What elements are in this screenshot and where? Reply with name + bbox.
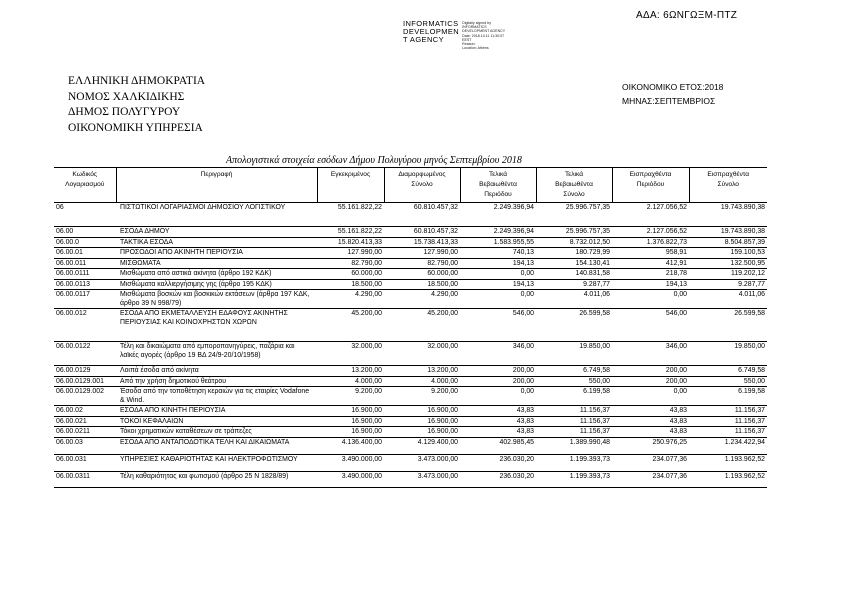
fiscal-period	[622, 80, 723, 108]
header-line: Εισπραχθέντα	[707, 171, 750, 178]
table-row	[54, 309, 767, 342]
cell-approved-budget: 18.500,00	[317, 279, 384, 290]
cell-account-code: 06.00.0129	[54, 366, 116, 377]
cell-certified-period: 43,83	[460, 427, 536, 438]
cell-certified-total: 1.389.990,48	[536, 437, 612, 454]
cell-collected-period: 1.376.822,73	[612, 237, 689, 248]
signature-detail-line: Digitally signed by	[462, 21, 492, 25]
table-row	[54, 342, 767, 366]
cell-description: Μισθώματα βοσκών και βοσκικών εκτάσεων (άρθρα 197 ΚΔΚ, άρθρο 39 Ν 998/79)	[116, 290, 317, 309]
table-row	[54, 406, 767, 417]
cell-collected-total: 6.199,58	[689, 387, 767, 406]
cell-approved-budget: 55.161.822,22	[317, 203, 384, 227]
cell-adjusted-budget: 4.129.400,00	[384, 437, 460, 454]
cell-certified-period: 2.249.396,94	[460, 227, 536, 238]
cell-account-code: 06.00.0111	[54, 269, 116, 280]
cell-collected-period: 43,83	[612, 427, 689, 438]
cell-approved-budget: 127.990,00	[317, 248, 384, 259]
cell-collected-period: 200,00	[612, 376, 689, 387]
signer-line: INFORMATICS	[403, 19, 459, 28]
cell-adjusted-budget: 18.500,00	[384, 279, 460, 290]
org-line: ΔΗΜΟΣ ΠΟΛΥΓΥΡΟΥ	[68, 106, 181, 118]
cell-collected-period: 346,00	[612, 342, 689, 366]
cell-collected-period: 43,83	[612, 416, 689, 427]
cell-certified-total: 25.996.757,35	[536, 203, 612, 227]
cell-certified-period: 194,13	[460, 258, 536, 269]
cell-collected-total: 8.504.857,39	[689, 237, 767, 248]
header-description	[116, 168, 317, 203]
cell-description: ΜΙΣΘΩΜΑΤΑ	[116, 258, 317, 269]
cell-account-code: 06.00.0211	[54, 427, 116, 438]
table-row	[54, 376, 767, 387]
cell-adjusted-budget: 3.473.000,00	[384, 471, 460, 487]
cell-adjusted-budget: 16.900,00	[384, 406, 460, 417]
cell-collected-period: 958,91	[612, 248, 689, 259]
cell-account-code: 06.00.01	[54, 248, 116, 259]
table-row	[54, 471, 767, 487]
cell-collected-total: 9.287,77	[689, 279, 767, 290]
cell-approved-budget: 9.200,00	[317, 387, 384, 406]
cell-approved-budget: 3.490.000,00	[317, 471, 384, 487]
cell-collected-total: 132.500,95	[689, 258, 767, 269]
header-line: Σύνολο	[717, 181, 739, 188]
cell-certified-total: 550,00	[536, 376, 612, 387]
cell-certified-period: 0,00	[460, 387, 536, 406]
cell-adjusted-budget: 32.000,00	[384, 342, 460, 366]
cell-certified-total: 6.749,58	[536, 366, 612, 377]
cell-certified-total: 11.156,37	[536, 406, 612, 417]
header-line: Περιγραφή	[200, 171, 233, 178]
cell-description: Τόκοι χρηματικών καταθέσεων σε τράπεζες	[116, 427, 317, 438]
header-line: Σύνολο	[563, 191, 585, 198]
cell-description: Μισθώματα από αστικά ακίνητα (άρθρο 192 ΚΔΚ)	[116, 269, 317, 280]
cell-account-code: 06.00.0122	[54, 342, 116, 366]
table-row	[54, 454, 767, 471]
table-row	[54, 248, 767, 259]
cell-certified-total: 26.599,58	[536, 309, 612, 342]
cell-certified-period: 0,00	[460, 290, 536, 309]
header-line: Εγκεκριμένος	[330, 171, 371, 178]
cell-collected-total: 4.011,06	[689, 290, 767, 309]
cell-collected-total: 550,00	[689, 376, 767, 387]
cell-collected-period: 0,00	[612, 290, 689, 309]
cell-collected-period: 0,00	[612, 387, 689, 406]
cell-certified-total: 9.287,77	[536, 279, 612, 290]
signature-detail-line: Reason:	[462, 42, 476, 47]
cell-adjusted-budget: 82.790,00	[384, 258, 460, 269]
cell-certified-period: 740,13	[460, 248, 536, 259]
header-line: Τελικά	[564, 171, 584, 178]
cell-description: Τέλη και δικαιώματα από εμποροπανηγύρεις, παζάρια και λαϊκές αγορές (άρθρο 19 ΒΔ 24/9-20/10/1958)	[116, 342, 317, 366]
signature-detail-line: EEST	[462, 37, 472, 42]
cell-description: ΕΣΟΔΑ ΑΠΟ ΑΝΤΑΠΟΔΟΤΙΚΑ ΤΕΛΗ ΚΑΙ ΔΙΚΑΙΩΜΑΤΑ	[116, 437, 317, 454]
cell-certified-total: 180.729,99	[536, 248, 612, 259]
cell-approved-budget: 3.490.000,00	[317, 454, 384, 471]
header-approved-budget	[317, 168, 384, 203]
cell-adjusted-budget: 9.200,00	[384, 387, 460, 406]
table-row	[54, 279, 767, 290]
cell-certified-period: 546,00	[460, 309, 536, 342]
cell-collected-total: 6.749,58	[689, 366, 767, 377]
header-collected-period	[612, 168, 689, 203]
cell-account-code: 06.00.0129.001	[54, 376, 116, 387]
org-line: ΕΛΛΗΝΙΚΗ ΔΗΜΟΚΡΑΤΙΑ	[68, 75, 206, 87]
organization-header	[68, 74, 205, 136]
cell-certified-period: 200,00	[460, 376, 536, 387]
cell-description: ΕΣΟΔΑ ΔΗΜΟΥ	[116, 227, 317, 238]
fiscal-year: ΟΙΚΟΝΟΜΙΚΟ ΕΤΟΣ:2018	[622, 82, 724, 92]
cell-certified-total: 1.199.393,73	[536, 454, 612, 471]
org-line: ΝΟΜΟΣ ΧΑΛΚΙΔΙΚΗΣ	[68, 90, 185, 103]
ada-code: ΑΔΑ: 6ΩΝΓΩΞΜ-ΠΤΖ	[636, 10, 738, 21]
cell-collected-total: 19.850,00	[689, 342, 767, 366]
cell-collected-total: 1.193.962,52	[689, 454, 767, 471]
header-line: Περιόδου	[484, 191, 512, 198]
cell-certified-total: 11.156,37	[536, 427, 612, 438]
cell-certified-total: 140.831,58	[536, 269, 612, 280]
table-row	[54, 227, 767, 238]
cell-description: Από την χρήση δημοτικού θεάτρου	[116, 376, 317, 387]
cell-collected-period: 218,78	[612, 269, 689, 280]
cell-approved-budget: 45.200,00	[317, 309, 384, 342]
cell-account-code: 06.00.02	[54, 406, 116, 417]
signer-line: DEVELOPMEN	[403, 27, 460, 36]
cell-approved-budget: 60.000,00	[317, 269, 384, 280]
cell-description: Μισθώματα καλλιεργήσιμης γης (άρθρο 195 ΚΔΚ)	[116, 279, 317, 290]
cell-description: ΤΟΚΟΙ ΚΕΦΑΛΑΙΩΝ	[116, 416, 317, 427]
signature-detail-line: DEVELOPMENT AGENCY	[462, 29, 506, 34]
cell-certified-total: 25.996.757,35	[536, 227, 612, 238]
table-row	[54, 366, 767, 377]
cell-certified-period: 1.583.955,55	[460, 237, 536, 248]
cell-account-code: 06.00.012	[54, 309, 116, 342]
cell-certified-period: 346,00	[460, 342, 536, 366]
table-body	[54, 203, 767, 488]
cell-description: ΠΙΣΤΩΤΙΚΟΙ ΛΟΓΑΡΙΑΣΜΟΙ ΔΗΜΟΣΙΟΥ ΛΟΓΙΣΤΙΚΟΥ	[116, 203, 317, 227]
cell-account-code: 06.00.03	[54, 437, 116, 454]
cell-description: Λοιπά έσοδα από ακίνητα	[116, 366, 317, 377]
cell-account-code: 06.00.0117	[54, 290, 116, 309]
cell-certified-period: 236.030,20	[460, 454, 536, 471]
table-row	[54, 387, 767, 406]
header-line: Τελικά	[488, 171, 508, 178]
cell-collected-period: 2.127.056,52	[612, 203, 689, 227]
org-line: ΟΙΚΟΝΟΜΙΚΗ ΥΠΗΡΕΣΙΑ	[68, 121, 203, 134]
cell-approved-budget: 4.000,00	[317, 376, 384, 387]
header-line: Διαμορφωμένος	[398, 171, 446, 178]
cell-adjusted-budget: 60.000,00	[384, 269, 460, 280]
cell-approved-budget: 82.790,00	[317, 258, 384, 269]
cell-approved-budget: 13.200,00	[317, 366, 384, 377]
cell-account-code: 06.00.031	[54, 454, 116, 471]
cell-certified-total: 11.156,37	[536, 416, 612, 427]
cell-description: ΤΑΚΤΙΚΑ ΕΣΟΔΑ	[116, 237, 317, 248]
cell-adjusted-budget: 15.738.413,33	[384, 237, 460, 248]
header-collected-total	[689, 168, 767, 203]
cell-description: ΠΡΟΣΟΔΟΙ ΑΠΟ ΑΚΙΝΗΤΗ ΠΕΡΙΟΥΣΙΑ	[116, 248, 317, 259]
cell-description: ΕΣΟΔΑ ΑΠΟ ΕΚΜΕΤΑΛΛΕΥΣΗ ΕΔΑΦΟΥΣ ΑΚΙΝΗΤΗΣ ΠΕΡΙΟΥΣΙΑΣ ΚΑΙ ΚΟΙΝΟΧΡΗΣΤΩΝ ΧΩΡΩΝ	[116, 309, 317, 342]
cell-collected-period: 234.077,36	[612, 471, 689, 487]
cell-account-code: 06.00	[54, 227, 116, 238]
cell-collected-total: 159.100,53	[689, 248, 767, 259]
cell-account-code: 06	[54, 203, 116, 227]
header-line: Σύνολο	[411, 181, 433, 188]
cell-collected-period: 200,00	[612, 366, 689, 377]
cell-certified-period: 194,13	[460, 279, 536, 290]
cell-collected-total: 11.156,37	[689, 406, 767, 417]
header-certified-total	[536, 168, 612, 203]
signature-details	[462, 21, 505, 50]
cell-certified-period: 43,83	[460, 416, 536, 427]
table-row	[54, 237, 767, 248]
cell-collected-period: 546,00	[612, 309, 689, 342]
cell-description: Έσοδα από την τοποθέτηση κεραιών για τις εταιρίες Vodafone & Wind.	[116, 387, 317, 406]
fiscal-month: ΜΗΝΑΣ:ΣΕΠΤΕΜΒΡΙΟΣ	[622, 96, 716, 106]
cell-collected-period: 2.127.056,52	[612, 227, 689, 238]
cell-approved-budget: 16.900,00	[317, 406, 384, 417]
cell-account-code: 06.00.0129.002	[54, 387, 116, 406]
header-line: Κωδικός	[72, 171, 98, 178]
cell-adjusted-budget: 3.473.000,00	[384, 454, 460, 471]
cell-collected-period: 43,83	[612, 406, 689, 417]
cell-collected-total: 19.743.890,38	[689, 227, 767, 238]
cell-account-code: 06.00.0	[54, 237, 116, 248]
cell-adjusted-budget: 16.900,00	[384, 416, 460, 427]
header-line: Βεβαιωθέντα	[555, 181, 593, 188]
table-row	[54, 427, 767, 438]
cell-account-code: 06.00.0311	[54, 471, 116, 487]
table-row	[54, 203, 767, 227]
cell-approved-budget: 16.900,00	[317, 427, 384, 438]
cell-description: ΕΣΟΔΑ ΑΠΟ ΚΙΝΗΤΗ ΠΕΡΙΟΥΣΙΑ	[116, 406, 317, 417]
cell-certified-period: 2.249.396,94	[460, 203, 536, 227]
signer-line: T AGENCY	[403, 35, 444, 44]
cell-adjusted-budget: 60.810.457,32	[384, 203, 460, 227]
signer-name	[403, 20, 459, 50]
header-line: Λογαριασμού	[65, 181, 105, 188]
cell-adjusted-budget: 4.290,00	[384, 290, 460, 309]
cell-account-code: 06.00.021	[54, 416, 116, 427]
table-row	[54, 437, 767, 454]
cell-adjusted-budget: 45.200,00	[384, 309, 460, 342]
cell-collected-period: 412,91	[612, 258, 689, 269]
cell-certified-period: 43,83	[460, 406, 536, 417]
cell-certified-total: 154.130,41	[536, 258, 612, 269]
cell-description: ΥΠΗΡΕΣΙΕΣ ΚΑΘΑΡΙΟΤΗΤΑΣ ΚΑΙ ΗΛΕΚΤΡΟΦΩΤΙΣΜΟΥ	[116, 454, 317, 471]
cell-certified-total: 4.011,06	[536, 290, 612, 309]
cell-account-code: 06.00.011	[54, 258, 116, 269]
table-row	[54, 258, 767, 269]
cell-collected-period: 250.976,25	[612, 437, 689, 454]
cell-certified-period: 0,00	[460, 269, 536, 280]
table-header-row	[54, 168, 767, 203]
cell-collected-total: 1.234.422,94	[689, 437, 767, 454]
cell-collected-total: 11.156,37	[689, 427, 767, 438]
cell-collected-total: 1.193.962,52	[689, 471, 767, 487]
cell-certified-period: 236.030,20	[460, 471, 536, 487]
cell-certified-total: 8.732.012,50	[536, 237, 612, 248]
table-row	[54, 290, 767, 309]
table-row	[54, 416, 767, 427]
cell-collected-total: 19.743.890,38	[689, 203, 767, 227]
report-title: Απολογιστικά στοιχεία εσόδων Δήμου Πολυγύρου μηνός Σεπτεμβρίου 2018	[226, 155, 522, 166]
signature-detail-line: INFORMATICS	[462, 25, 487, 30]
cell-certified-total: 1.199.393,73	[536, 471, 612, 487]
cell-approved-budget: 32.000,00	[317, 342, 384, 366]
cell-collected-total: 119.202,12	[689, 269, 767, 280]
cell-approved-budget: 15.820.413,33	[317, 237, 384, 248]
cell-account-code: 06.00.0113	[54, 279, 116, 290]
header-account-code	[54, 168, 116, 203]
cell-collected-period: 194,13	[612, 279, 689, 290]
cell-adjusted-budget: 60.810.457,32	[384, 227, 460, 238]
table-row	[54, 269, 767, 280]
cell-approved-budget: 4.290,00	[317, 290, 384, 309]
cell-description: Τέλη καθαριότητας και φωτισμού (άρθρο 25 Ν 1828/89)	[116, 471, 317, 487]
signature-detail-line: Date: 2018.10.11 11:30:07	[462, 33, 505, 38]
header-certified-period	[460, 168, 536, 203]
cell-certified-total: 6.199,58	[536, 387, 612, 406]
header-line: Εισπραχθέντα	[629, 171, 672, 178]
signature-detail-line: Location: Athens	[462, 46, 489, 51]
cell-certified-period: 402.985,45	[460, 437, 536, 454]
header-line: Βεβαιωθέντα	[479, 181, 517, 188]
cell-collected-total: 11.156,37	[689, 416, 767, 427]
cell-adjusted-budget: 13.200,00	[384, 366, 460, 377]
cell-collected-total: 26.599,58	[689, 309, 767, 342]
digital-signature-stamp	[403, 20, 505, 50]
cell-adjusted-budget: 4.000,00	[384, 376, 460, 387]
cell-collected-period: 234.077,36	[612, 454, 689, 471]
header-line: Περιόδου	[636, 181, 665, 188]
revenue-table	[54, 167, 767, 488]
cell-certified-period: 200,00	[460, 366, 536, 377]
cell-adjusted-budget: 16.900,00	[384, 427, 460, 438]
cell-adjusted-budget: 127.990,00	[384, 248, 460, 259]
cell-approved-budget: 55.161.822,22	[317, 227, 384, 238]
cell-certified-total: 19.850,00	[536, 342, 612, 366]
header-adjusted-budget	[384, 168, 460, 203]
cell-approved-budget: 4.136.400,00	[317, 437, 384, 454]
cell-approved-budget: 16.900,00	[317, 416, 384, 427]
